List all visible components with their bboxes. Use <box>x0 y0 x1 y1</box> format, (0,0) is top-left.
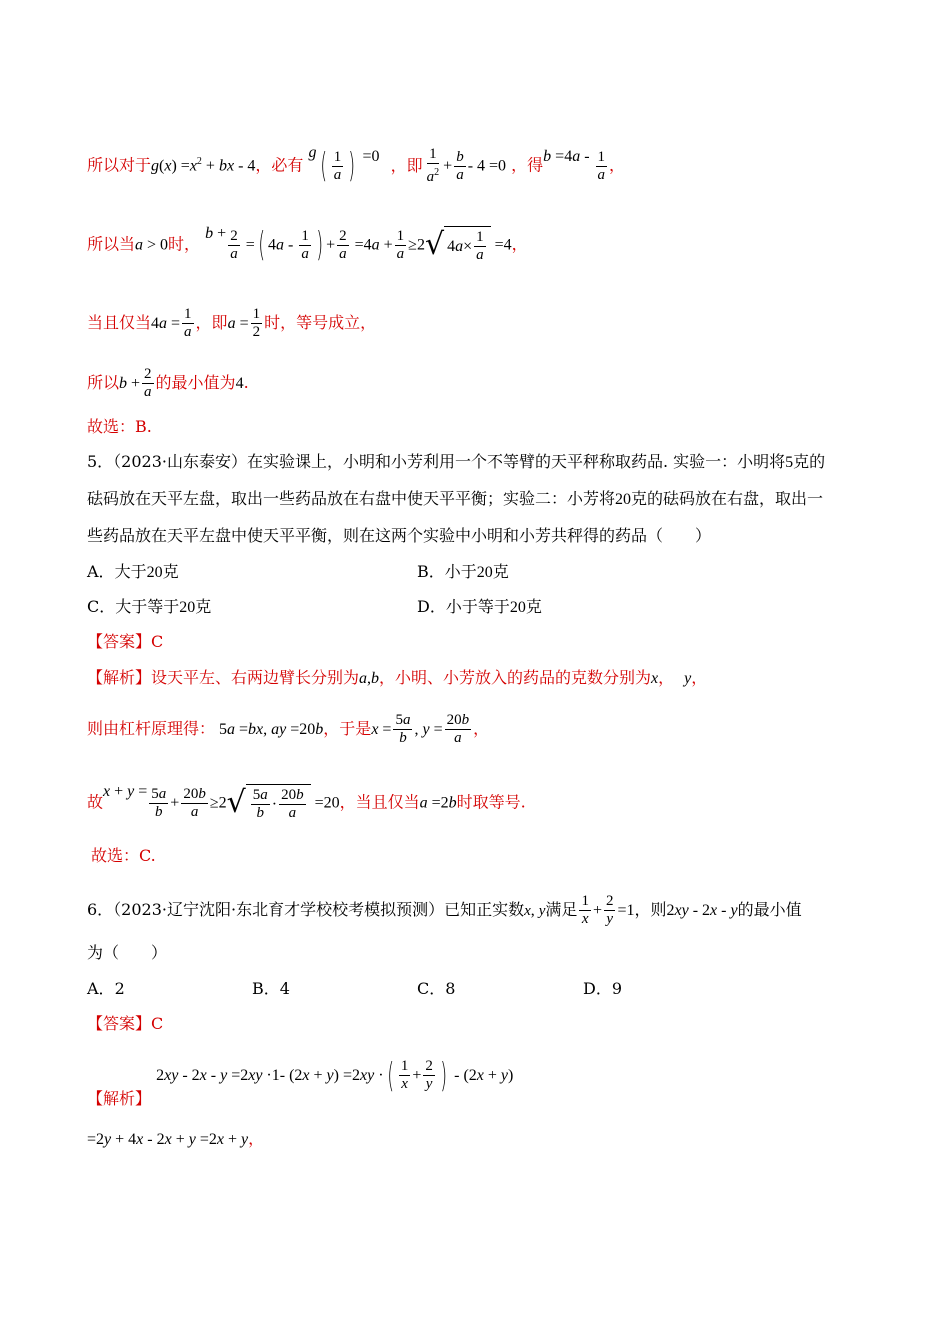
text: ，即 <box>390 155 423 175</box>
question-6-line-2: 为（ ） <box>87 943 168 962</box>
analysis-q5-line-1: 【解析】设天平左、右两边臂长分别为a,b，小明、小芳放入的药品的克数分别为x， y， <box>87 668 708 687</box>
answer-q6: 【答案】C <box>87 1014 164 1033</box>
text: 时，等号成立， <box>264 313 377 332</box>
analysis-q6-line-1: 【解析】 2xy - 2x - y =2xy ·1- (2x + y) =2xy ·( $\frac{1}{x}$ + $\frac{2}{y}$ ) - (2x + y) <box>87 1055 514 1108</box>
option-a[interactable]: A．大于20克 <box>87 562 179 581</box>
option-c[interactable]: C．大于等于20克 <box>87 597 212 616</box>
solution-line-4: 所以b + $\frac{2}{a}$ 的最小值为4. <box>87 366 249 400</box>
question-5-line-1 <box>87 451 863 474</box>
solution-line-1: 所以对于$g(x) =x^2$ + bx - 4，必有 g( $\frac{1}{a}$ ) =0 ，即 $\frac{1}{a^2}$ + $\frac{b}{a}$ - 4 =0 ，得b =4a - $\frac{1}{a}$ ， <box>87 143 626 186</box>
text: 时， <box>168 234 201 254</box>
solution-line-3: 当且仅当4a = $\frac{1}{a}$ ，即a = $\frac{1}{2}$ 时，等号成立， <box>87 306 377 340</box>
question-6-line-1: 6．（2023·辽宁沈阳·东北育才学校校考模拟预测）已知正实数x, y满足 $\frac{1}{x}$ + $\frac{2}{y}$ =1，则2xy - 2x - y的最小值 <box>87 893 802 927</box>
option-b[interactable]: B．小于20克 <box>417 562 509 581</box>
number: 20 <box>615 491 632 508</box>
text: 所以对于 <box>87 155 152 175</box>
math: g <box>151 157 160 175</box>
text: 砝码放在天平左盘，取出一些药品放在右盘中使天平平衡；实验二：小芳将 <box>87 489 616 508</box>
text: . <box>243 373 249 392</box>
text: ，得 <box>511 155 544 175</box>
text: ， <box>511 234 528 254</box>
answer-q5: 【答案】C <box>87 632 164 651</box>
text: 克的 <box>793 452 826 471</box>
text: 所以 <box>87 373 120 392</box>
choose-line-q4: 故选：B. <box>87 417 152 436</box>
option-a-q6[interactable]: A．2 <box>87 979 125 998</box>
text: 克的砝码放在右盘，取出一 <box>631 489 824 508</box>
text: ，必有 <box>255 155 304 175</box>
text: ， <box>609 155 626 175</box>
analysis-q6-line-2: =2y + 4x - 2x + y =2x + y， <box>87 1129 265 1148</box>
option-d[interactable]: D．小于等于20克 <box>417 597 542 616</box>
number: 5 <box>785 454 794 471</box>
question-5-line-3: 些药品放在天平左盘中使天平平衡，则在这两个实验中小明和小芳共秤得的药品（ ） <box>87 526 712 545</box>
option-c-q6[interactable]: C．8 <box>417 979 456 998</box>
solution-line-2: 所以当a > 0时， b + $\frac{2}{a}$ =( 4a - $\frac{1}{a}$ ) + $\frac{2}{a}$ =4a + $\frac{1}{a}$ ≥2 √ 4 a × $\frac{1}{a}$ =4， <box>87 224 528 265</box>
text: 所以当 <box>87 234 136 254</box>
choose-line-q5: 故选：C. <box>91 846 156 865</box>
option-d-q6[interactable]: D．9 <box>583 979 623 998</box>
analysis-q5-line-2: 则由杠杆原理得： 5a =bx, ay =20b，于是x = $\frac{5a}{b}$ , y = $\frac{20b}{a}$ ， <box>87 712 490 746</box>
question-5-line-2 <box>87 488 863 511</box>
text: 5．（2023·山东泰安）在实验课上，小明和小芳利用一个不等臂的天平秤称取药品. 实验一：小明将 <box>87 452 786 471</box>
analysis-q5-line-3: 故x + y = $\frac{5a}{b}$ + $\frac{20b}{a}$ ≥2 √ $\frac{5a}{b}$ · $\frac{20b}{a}$ =20，当且仅当a =2b时取等号. <box>87 782 526 821</box>
text: 当且仅当 <box>87 313 152 332</box>
text: ，即 <box>195 313 228 332</box>
text: 的最小值为 <box>155 373 236 392</box>
option-b-q6[interactable]: B．4 <box>252 979 290 998</box>
